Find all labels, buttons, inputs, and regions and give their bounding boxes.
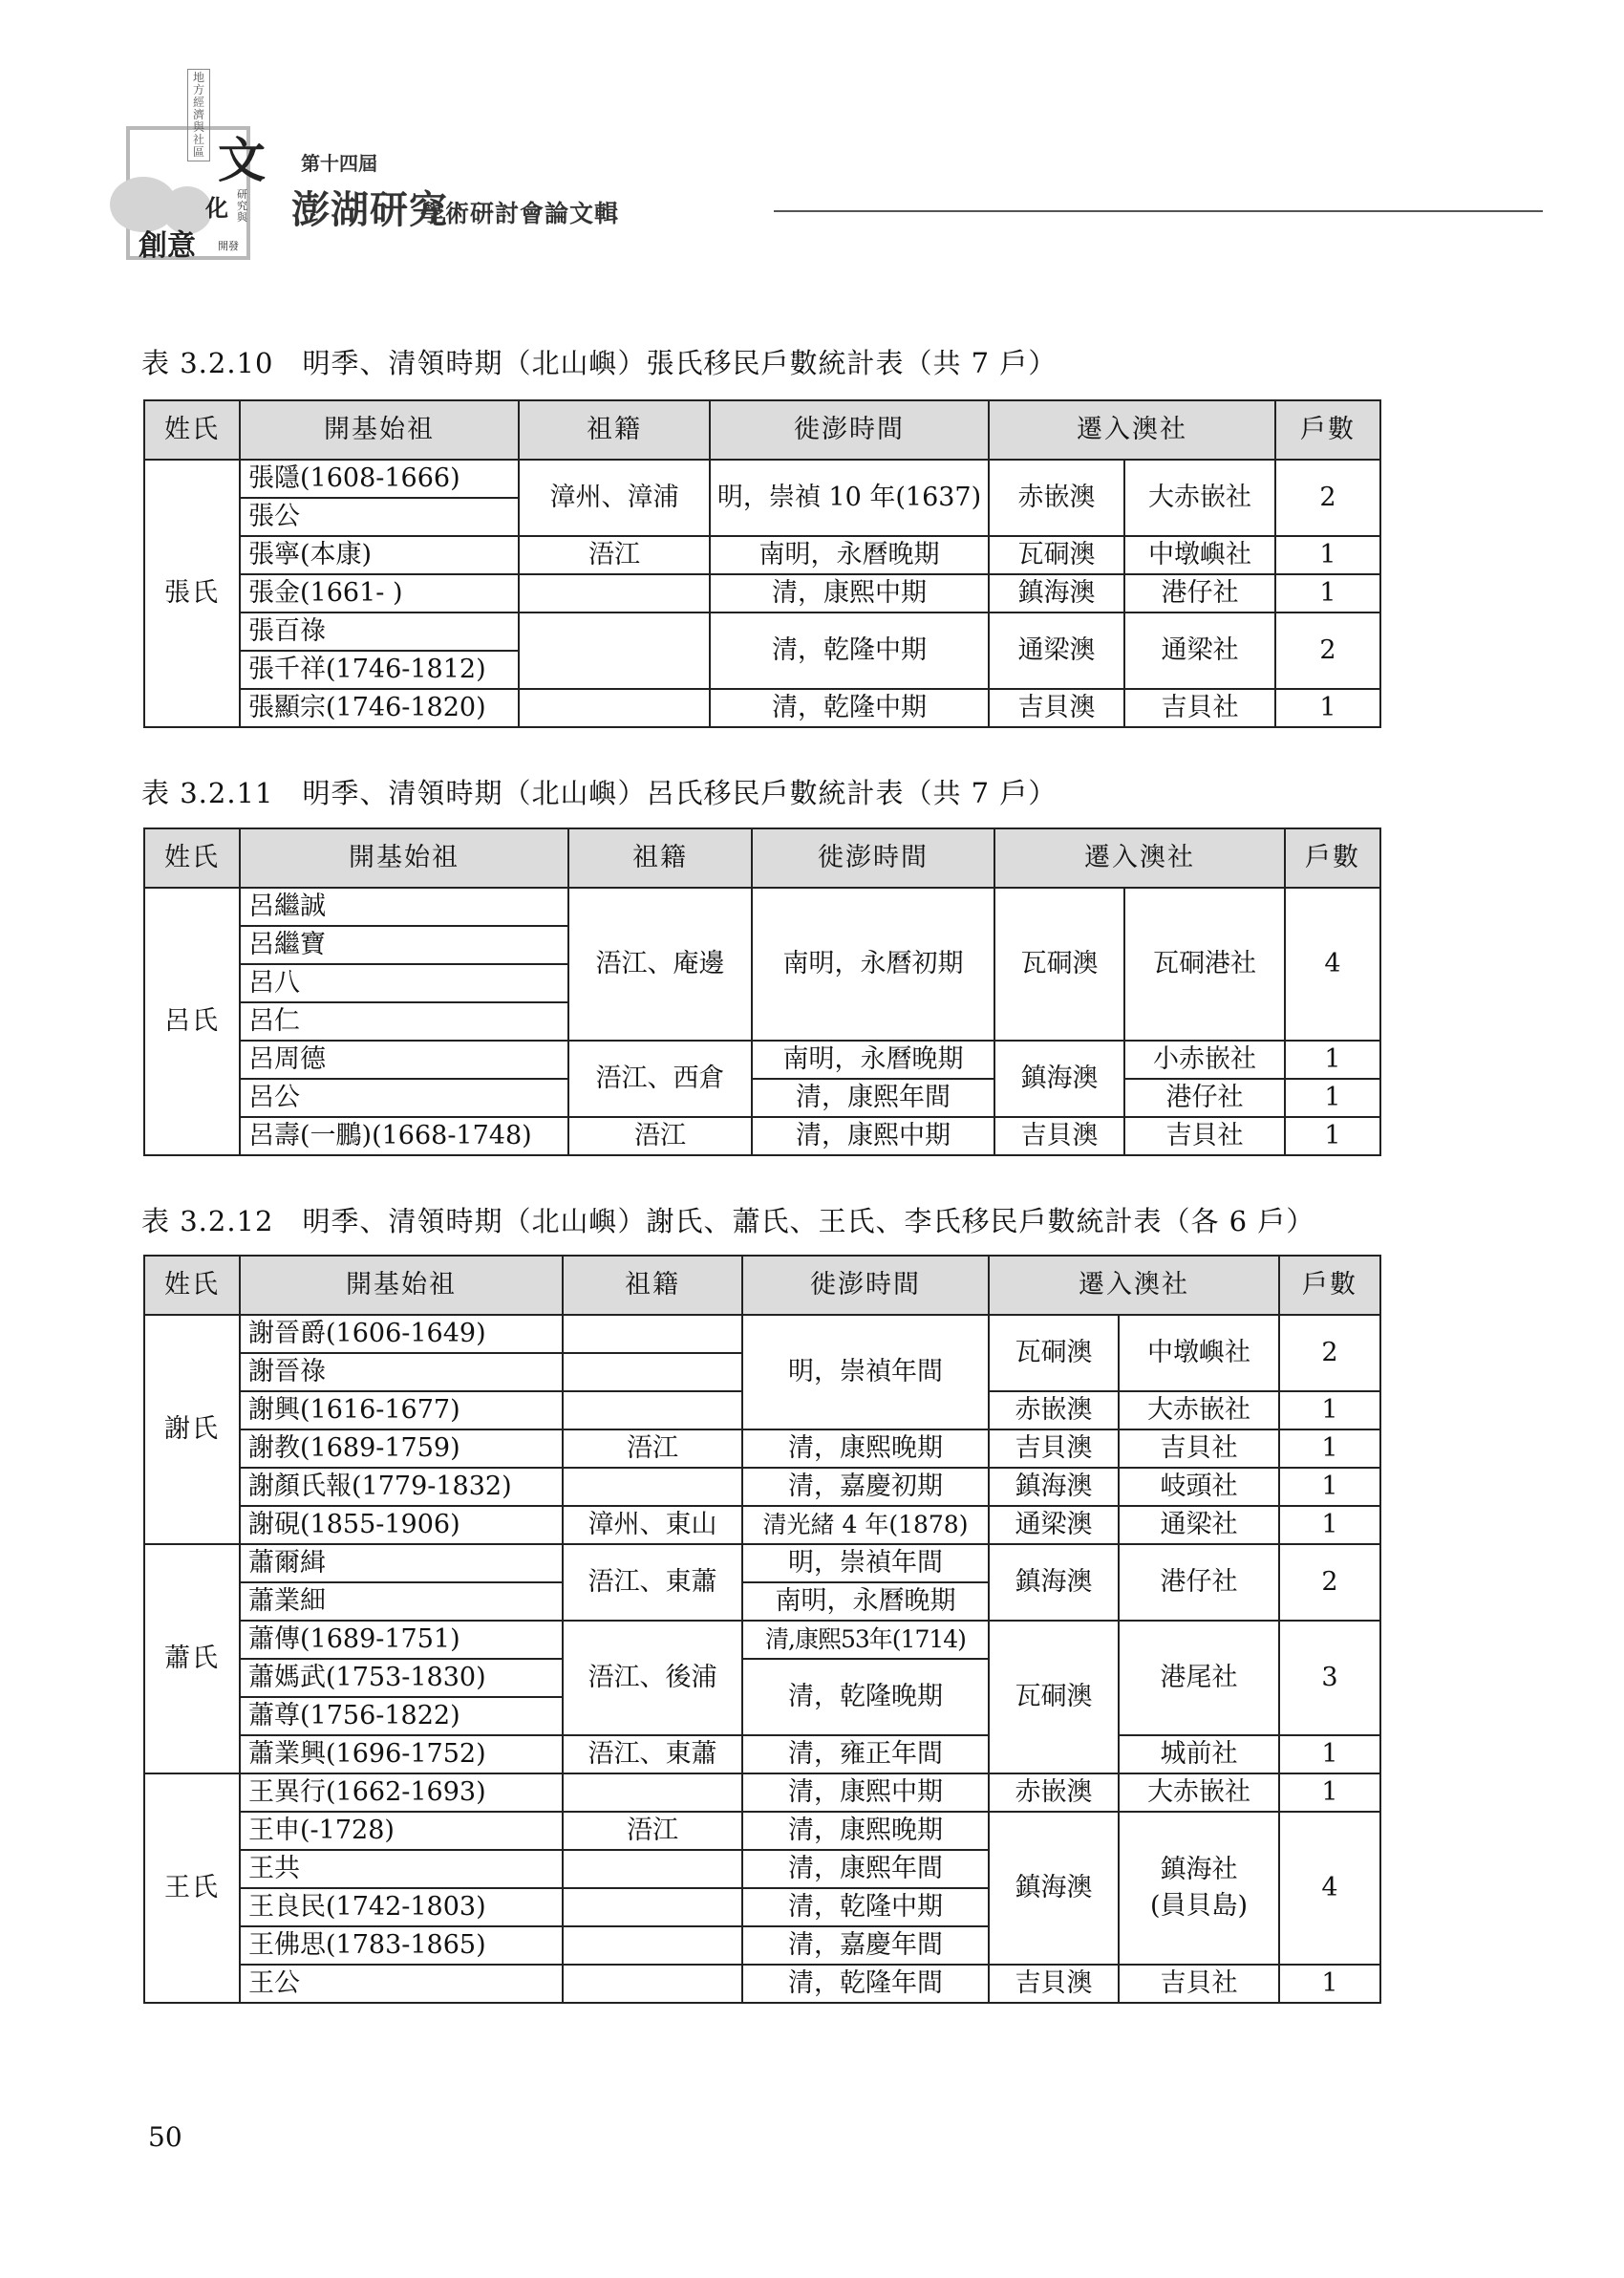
table-row	[144, 1812, 1380, 1850]
origin-cell	[563, 1965, 742, 2003]
col-header: 開基始祖	[240, 828, 568, 888]
origin-cell: 浯江、後浦	[563, 1621, 742, 1735]
count-cell: 1	[1279, 1468, 1380, 1506]
ancestor-cell: 呂公	[240, 1079, 568, 1117]
origin-cell: 浯江、東蕭	[563, 1544, 742, 1621]
ancestor-cell: 王申(-1728)	[240, 1812, 563, 1850]
ancestor-cell: 王佛思(1783-1865)	[240, 1926, 563, 1965]
she-cell: 大赤嵌社	[1119, 1391, 1279, 1429]
time-cell: 清，乾隆年間	[742, 1965, 989, 2003]
ao-cell: 通梁澳	[989, 612, 1124, 689]
she-cell: 城前社	[1119, 1735, 1279, 1773]
ao-cell: 鎮海澳	[989, 1812, 1119, 1965]
origin-cell	[519, 689, 710, 727]
page-number: 50	[148, 2121, 182, 2153]
origin-cell	[563, 1468, 742, 1506]
count-cell: 1	[1279, 1773, 1380, 1812]
ancestor-cell: 蕭爾緝	[240, 1544, 563, 1582]
surname-cell: 呂氏	[144, 888, 240, 1155]
ao-cell: 吉貝澳	[989, 1965, 1119, 2003]
count-cell: 2	[1279, 1315, 1380, 1391]
table-row	[144, 1621, 1380, 1659]
edition-label: 第十四屆	[301, 152, 377, 175]
table-row	[144, 1468, 1380, 1506]
col-header: 祖籍	[519, 400, 710, 460]
ancestor-cell: 蕭媽武(1753-1830)	[240, 1659, 563, 1697]
origin-cell	[563, 1353, 742, 1391]
ancestor-cell: 呂八	[240, 964, 568, 1002]
count-cell: 1	[1279, 1429, 1380, 1468]
ancestor-cell: 蕭傳(1689-1751)	[240, 1621, 563, 1659]
table-row	[144, 1429, 1380, 1468]
col-header: 徙澎時間	[710, 400, 989, 460]
origin-cell: 浯江	[519, 536, 710, 574]
ancestor-cell: 謝晉祿	[240, 1353, 563, 1391]
count-cell: 1	[1279, 1965, 1380, 2003]
time-cell: 南明，永曆晚期	[710, 536, 989, 574]
conference-subtitle: 學術研討會論文輯	[420, 200, 620, 227]
she-cell: 港仔社	[1119, 1544, 1279, 1621]
time-cell: 清，康熙中期	[710, 574, 989, 612]
ancestor-cell: 張百祿	[240, 612, 519, 651]
table3-caption: 表 3.2.12 明季、清領時期（北山嶼）謝氏、蕭氏、王氏、李氏移民戶數統計表（各 6 戶）	[141, 1205, 1315, 1237]
ancestor-cell: 張顯宗(1746-1820)	[240, 689, 519, 727]
origin-cell	[563, 1773, 742, 1812]
table-row	[144, 689, 1380, 727]
ancestor-cell: 呂壽(一鵬)(1668-1748)	[240, 1117, 568, 1155]
ao-cell: 瓦硐澳	[989, 1621, 1119, 1773]
time-cell: 清，康熙年間	[742, 1850, 989, 1888]
time-cell: 明，崇禎年間	[742, 1315, 989, 1429]
count-cell: 4	[1279, 1812, 1380, 1965]
origin-cell	[519, 574, 710, 612]
time-cell: 清光緒 4 年(1878)	[742, 1506, 989, 1544]
she-cell: 港仔社	[1124, 1079, 1285, 1117]
she-cell: 岐頭社	[1119, 1468, 1279, 1506]
table2	[143, 827, 1381, 1156]
she-cell: 吉貝社	[1119, 1965, 1279, 2003]
surname-cell: 王氏	[144, 1773, 240, 2003]
count-cell: 4	[1285, 888, 1380, 1041]
ao-cell: 通梁澳	[989, 1506, 1119, 1544]
she-cell: 吉貝社	[1124, 689, 1275, 727]
ancestor-cell: 王共	[240, 1850, 563, 1888]
she-cell: 吉貝社	[1119, 1429, 1279, 1468]
she-cell: 吉貝社	[1124, 1117, 1285, 1155]
ao-cell: 鎮海澳	[989, 1468, 1119, 1506]
she-cell: 中墩嶼社	[1119, 1315, 1279, 1391]
ancestor-cell: 蕭業細	[240, 1582, 563, 1621]
count-cell: 1	[1275, 536, 1380, 574]
table-header-row	[144, 828, 1380, 888]
table-row	[144, 460, 1380, 498]
ancestor-cell: 王異行(1662-1693)	[240, 1773, 563, 1812]
time-cell: 清,康熙53年(1714)	[742, 1621, 989, 1659]
she-cell: 通梁社	[1124, 612, 1275, 689]
logo-char-hua: 化	[205, 194, 228, 222]
count-cell: 1	[1279, 1506, 1380, 1544]
ao-cell: 瓦硐澳	[989, 1315, 1119, 1391]
origin-cell	[519, 612, 710, 689]
time-cell: 清，嘉慶年間	[742, 1926, 989, 1965]
ao-cell: 瓦硐澳	[994, 888, 1124, 1041]
ao-cell: 赤嵌澳	[989, 1391, 1119, 1429]
she-line: 鎮海社	[1160, 1855, 1238, 1884]
table-row	[144, 1773, 1380, 1812]
logo-char-chuangyi: 創意	[139, 229, 196, 263]
ao-cell: 赤嵌澳	[989, 460, 1124, 536]
table-row	[144, 536, 1380, 574]
ancestor-cell: 王良民(1742-1803)	[240, 1888, 563, 1926]
header-rule	[774, 210, 1543, 212]
table-row	[144, 1965, 1380, 2003]
logo-char-wen: 文	[218, 132, 266, 188]
surname-cell: 張氏	[144, 460, 240, 727]
table-row	[144, 1506, 1380, 1544]
count-cell: 1	[1279, 1391, 1380, 1429]
time-cell: 清，康熙中期	[742, 1773, 989, 1812]
col-header: 祖籍	[563, 1256, 742, 1315]
table-row	[144, 1315, 1380, 1353]
time-cell: 南明，永曆晚期	[752, 1041, 994, 1079]
col-header: 徙澎時間	[752, 828, 994, 888]
col-header: 開基始祖	[240, 1256, 563, 1315]
she-line: (員貝島)	[1149, 1891, 1249, 1921]
origin-cell: 浯江	[568, 1117, 752, 1155]
she-cell: 中墩嶼社	[1124, 536, 1275, 574]
she-cell: 小赤嵌社	[1124, 1041, 1285, 1079]
logo-small-text: 研究與	[237, 188, 247, 224]
col-header: 戶數	[1285, 828, 1380, 888]
time-cell: 明，崇禎年間	[742, 1544, 989, 1582]
conference-title: 澎湖研究	[291, 187, 448, 232]
col-header: 姓氏	[144, 828, 240, 888]
she-cell: 港仔社	[1124, 574, 1275, 612]
count-cell: 1	[1285, 1041, 1380, 1079]
origin-cell: 浯江	[563, 1812, 742, 1850]
table-row	[144, 1079, 1380, 1117]
time-cell: 清，乾隆晚期	[742, 1659, 989, 1735]
col-header: 戶數	[1279, 1256, 1380, 1315]
count-cell: 1	[1275, 689, 1380, 727]
count-cell: 1	[1285, 1117, 1380, 1155]
logo-vertical-text: 地方經濟與社區	[187, 69, 210, 161]
count-cell: 2	[1275, 612, 1380, 689]
ao-cell: 赤嵌澳	[989, 1773, 1119, 1812]
ancestor-cell: 呂繼寶	[240, 926, 568, 964]
table-row	[144, 612, 1380, 651]
table-row	[144, 1735, 1380, 1773]
table3	[143, 1255, 1381, 2004]
ancestor-cell: 王公	[240, 1965, 563, 2003]
ancestor-cell: 謝教(1689-1759)	[240, 1429, 563, 1468]
time-cell: 南明，永曆晚期	[742, 1582, 989, 1621]
ancestor-cell: 蕭尊(1756-1822)	[240, 1697, 563, 1735]
ao-cell: 鎮海澳	[989, 574, 1124, 612]
ancestor-cell: 蕭業興(1696-1752)	[240, 1735, 563, 1773]
ao-cell: 鎮海澳	[994, 1041, 1124, 1117]
origin-cell	[563, 1888, 742, 1926]
table-header-row	[144, 1256, 1380, 1315]
time-cell: 南明，永曆初期	[752, 888, 994, 1041]
col-header: 遷入澳社	[989, 1256, 1279, 1315]
count-cell: 1	[1285, 1079, 1380, 1117]
table-row	[144, 1041, 1380, 1079]
origin-cell	[563, 1315, 742, 1353]
time-cell: 明，崇禎 10 年(1637)	[710, 460, 989, 536]
origin-cell: 浯江、西倉	[568, 1041, 752, 1117]
origin-cell: 浯江、東蕭	[563, 1735, 742, 1773]
time-cell: 清，乾隆中期	[710, 612, 989, 689]
time-cell: 清，乾隆中期	[710, 689, 989, 727]
ancestor-cell: 謝硯(1855-1906)	[240, 1506, 563, 1544]
ancestor-cell: 呂仁	[240, 1002, 568, 1041]
col-header: 遷入澳社	[994, 828, 1285, 888]
ancestor-cell: 張隱(1608-1666)	[240, 460, 519, 498]
col-header: 祖籍	[568, 828, 752, 888]
table-row	[144, 1117, 1380, 1155]
table1	[143, 399, 1381, 728]
ao-cell: 吉貝澳	[989, 689, 1124, 727]
she-cell: 大赤嵌社	[1119, 1773, 1279, 1812]
logo-small-text-2: 開發	[218, 240, 239, 252]
table-header-row	[144, 400, 1380, 460]
origin-cell: 漳州、東山	[563, 1506, 742, 1544]
origin-cell: 浯江、庵邊	[568, 888, 752, 1041]
ancestor-cell: 呂繼誠	[240, 888, 568, 926]
ancestor-cell: 張寧(本康)	[240, 536, 519, 574]
col-header: 姓氏	[144, 1256, 240, 1315]
origin-cell	[563, 1391, 742, 1429]
page-header	[105, 57, 1442, 268]
ancestor-cell: 張公	[240, 498, 519, 536]
table1-caption: 表 3.2.10 明季、清領時期（北山嶼）張氏移民戶數統計表（共 7 戶）	[141, 347, 1058, 379]
table2-caption: 表 3.2.11 明季、清領時期（北山嶼）呂氏移民戶數統計表（共 7 戶）	[141, 777, 1058, 809]
origin-cell	[563, 1926, 742, 1965]
col-header: 遷入澳社	[989, 400, 1275, 460]
col-header: 開基始祖	[240, 400, 519, 460]
time-cell: 清，雍正年間	[742, 1735, 989, 1773]
col-header: 戶數	[1275, 400, 1380, 460]
ancestor-cell: 謝顏氏報(1779-1832)	[240, 1468, 563, 1506]
time-cell: 清，康熙中期	[752, 1117, 994, 1155]
ancestor-cell: 謝興(1616-1677)	[240, 1391, 563, 1429]
she-cell: 通梁社	[1119, 1506, 1279, 1544]
time-cell: 清，康熙晚期	[742, 1812, 989, 1850]
time-cell: 清，嘉慶初期	[742, 1468, 989, 1506]
ao-cell: 鎮海澳	[989, 1544, 1119, 1621]
time-cell: 清，乾隆中期	[742, 1888, 989, 1926]
col-header: 姓氏	[144, 400, 240, 460]
she-cell: 瓦硐港社	[1124, 888, 1285, 1041]
ao-cell: 吉貝澳	[994, 1117, 1124, 1155]
surname-cell: 謝氏	[144, 1315, 240, 1544]
count-cell: 2	[1279, 1544, 1380, 1621]
count-cell: 1	[1279, 1735, 1380, 1773]
origin-cell: 浯江	[563, 1429, 742, 1468]
time-cell: 清，康熙年間	[752, 1079, 994, 1117]
count-cell: 1	[1275, 574, 1380, 612]
origin-cell: 漳州、漳浦	[519, 460, 710, 536]
col-header: 徙澎時間	[742, 1256, 989, 1315]
count-cell: 3	[1279, 1621, 1380, 1735]
table-row	[144, 888, 1380, 926]
ancestor-cell: 呂周德	[240, 1041, 568, 1079]
she-cell	[1119, 1812, 1279, 1965]
ancestor-cell: 張金(1661- )	[240, 574, 519, 612]
count-cell: 2	[1275, 460, 1380, 536]
ancestor-cell: 張千祥(1746-1812)	[240, 651, 519, 689]
origin-cell	[563, 1850, 742, 1888]
surname-cell: 蕭氏	[144, 1544, 240, 1773]
table-row	[144, 1544, 1380, 1582]
she-cell: 港尾社	[1119, 1621, 1279, 1735]
she-cell: 大赤嵌社	[1124, 460, 1275, 536]
ancestor-cell: 謝晉爵(1606-1649)	[240, 1315, 563, 1353]
ao-cell: 吉貝澳	[989, 1429, 1119, 1468]
ao-cell: 瓦硐澳	[989, 536, 1124, 574]
time-cell: 清，康熙晚期	[742, 1429, 989, 1468]
table-row	[144, 574, 1380, 612]
